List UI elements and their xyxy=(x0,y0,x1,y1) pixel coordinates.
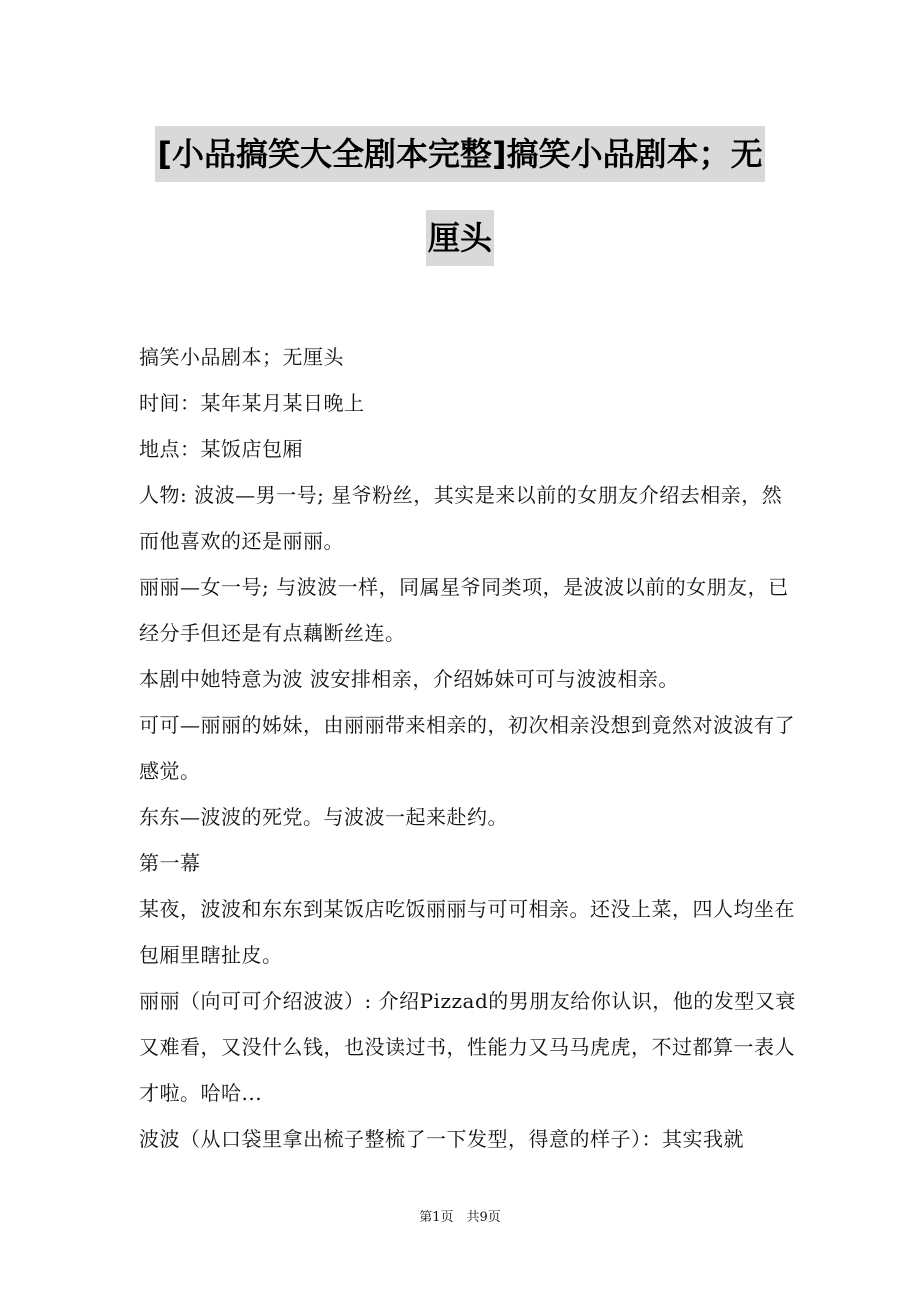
document-title xyxy=(0,126,920,294)
title-line-2: 厘头 xyxy=(426,210,494,266)
document-body xyxy=(139,334,799,1162)
paragraph: 可可—丽丽的姊妹，由丽丽带来相亲的，初次相亲没想到竟然对波波有了感觉。 xyxy=(139,713,795,783)
paragraph: 时间：某年某月某日晚上 xyxy=(139,391,365,415)
paragraph: 波波（从口袋里拿出梳子整梳了一下发型，得意的样子）：其实我就 xyxy=(139,1127,744,1151)
paragraph: 地点：某饭店包厢 xyxy=(139,437,303,461)
title-line-1: [小品搞笑大全剧本完整]搞笑小品剧本；无 xyxy=(155,126,764,182)
paragraph: 搞笑小品剧本；无厘头 xyxy=(139,345,344,369)
paragraph: 东东—波波的死党。与波波一起来赴约。 xyxy=(139,805,508,829)
paragraph: 本剧中她特意为波 波安排相亲，介绍姊妹可可与波波相亲。 xyxy=(139,667,679,691)
paragraph: 人物: 波波—男一号; 星爷粉丝，其实是来以前的女朋友介绍去相亲，然而他喜欢的还是丽丽。 xyxy=(139,483,783,553)
paragraph: 第一幕 xyxy=(139,851,201,875)
paragraph: 丽丽—女一号; 与波波一样，同属星爷同类项，是波波以前的女朋友，已经分手但还是有点藕断丝连。 xyxy=(139,575,789,645)
paragraph: 某夜，波波和东东到某饭店吃饭丽丽与可可相亲。还没上菜，四人均坐在包厢里瞎扯皮。 xyxy=(139,897,795,967)
paragraph: 丽丽（向可可介绍波波）: 介绍Pizzad的男朋友给你认识，他的发型又衰又难看，又没什么钱，也没读过书，性能力又马马虎虎，不过都算一表人才啦。哈哈... xyxy=(139,989,796,1105)
page-footer: 第1页 共9页 xyxy=(419,1210,501,1225)
